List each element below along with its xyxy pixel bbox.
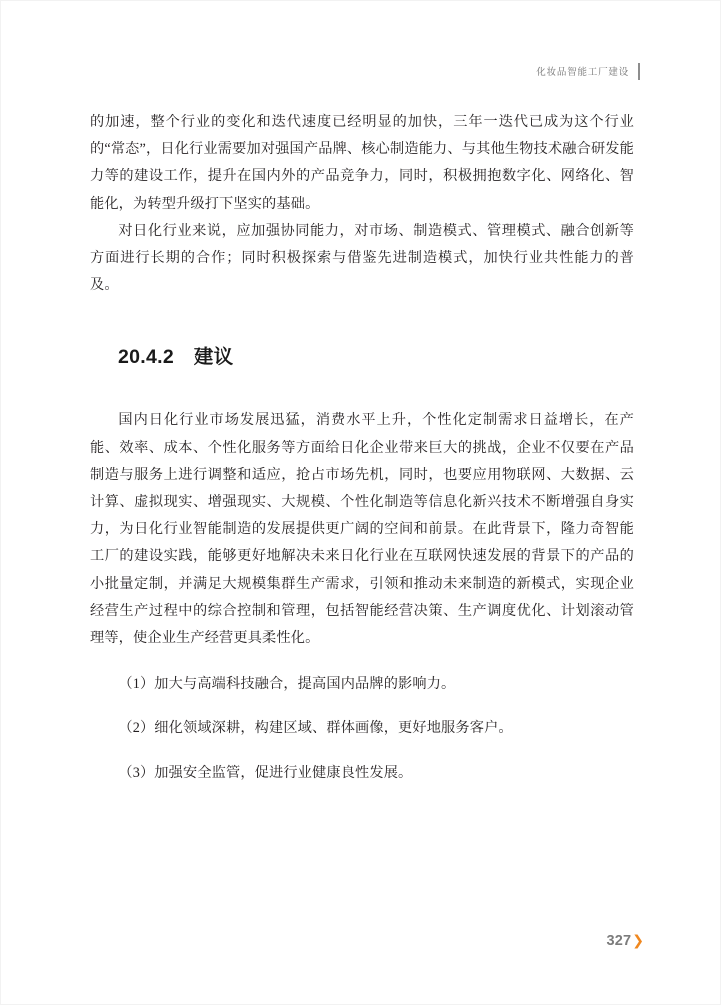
page-footer: [606, 933, 644, 949]
page-content: [90, 109, 634, 787]
chevron-right-icon: ❯: [632, 932, 644, 948]
paragraph-collaboration: 对日化行业来说，应加强协同能力，对市场、制造模式、管理模式、融合创新等方面进行长期的合作；同时积极探索与借鉴先进制造模式，加快行业共性能力的普及。: [90, 222, 634, 294]
list-item: （1）加大与高端科技融合，提高国内品牌的影响力。: [118, 676, 456, 693]
list-item: （3）加强安全监管，促进行业健康良性发展。: [118, 764, 413, 781]
page-title: 20.4.2 建议: [118, 346, 234, 369]
paragraph-continuation: 的加速，整个行业的变化和迭代速度已经明显的加快，三年一迭代已成为这个行业的“常态”，日化行业需要加对强国产品牌、核心制造能力、与其他生物技术融合研发能力等的建设工作，提升在国内外的产品竞争力，同时，积极拥抱数字化、网络化、智能化，为转型升级打下坚实的基础。: [90, 114, 634, 212]
paragraph-recommendations-body: 国内日化行业市场发展迅猛，消费水平上升，个性化定制需求日益增长，在产能、效率、成本、个性化服务等方面给日化企业带来巨大的挑战，企业不仅要在产品制造与服务上进行调整和适应，抢占市场先机，同时，也要应用物联网、大数据、云计算、虚拟现实、增强现实、大规模、个性化制造等信息化新兴技术不断增强自身实力，为日化行业智能制造的发展提供更广阔的空间和前景。在此背景下，隆力奇智能工厂的建设实践，能够更好地解决未来日化行业在互联网快速发展的背景下的产品的小批量定制，并满足大规模集群生产需求，引领和推动未来制造的新模式，实现企业经营生产过程中的综合控制和管理，包括智能经营决策、生产调度优化、计划滚动管理等，使企业生产经营更具柔性化。: [90, 412, 634, 647]
list-item: （2）细化领域深耕，构建区域、群体画像，更好地服务客户。: [118, 720, 513, 737]
running-header-title: 化妆品智能工厂建设: [536, 67, 629, 78]
recommendation-list: [90, 671, 634, 787]
section-heading-block: [90, 341, 634, 369]
vertical-rule-icon: [638, 63, 640, 80]
running-header: [1, 59, 721, 83]
page-number: 327: [606, 933, 632, 949]
